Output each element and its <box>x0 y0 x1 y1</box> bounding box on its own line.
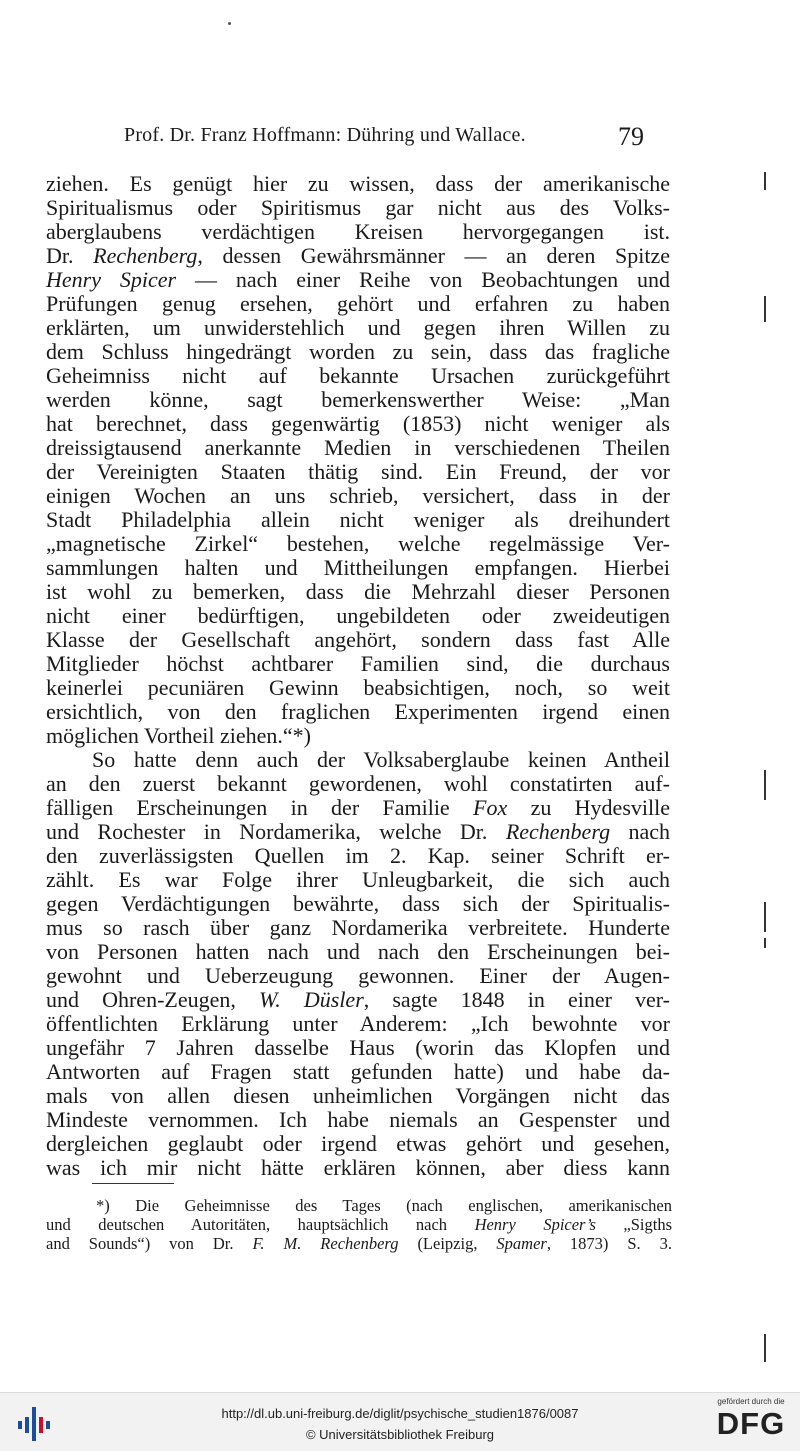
italic-name: Rechenberg <box>505 819 611 844</box>
text-line: Henry Spicer — nach einer Reihe von Beobachtungen und <box>46 267 670 292</box>
footnote-rule <box>92 1183 174 1184</box>
footnote-line: *) Die Geheimnisse des Tages (nach englischen, amerikanischen <box>96 1196 672 1215</box>
main-text <box>46 172 670 1180</box>
text-line: und Rochester in Nordamerika, welche Dr. Rechenberg nach <box>46 819 671 844</box>
text-line: der Vereinigten Staaten thätig sind. Ein Freund, der vor <box>46 459 670 484</box>
text-line: und Ohren-Zeugen, W. Düsler, sagte 1848 in einer ver- <box>46 987 670 1012</box>
text-line: dem Schluss hingedrängt worden zu sein, dass das fragliche <box>46 339 670 364</box>
funding-note: gefördert durch die <box>717 1397 785 1406</box>
text-line: einigen Wochen an uns schrieb, versichert, dass in der <box>46 483 670 508</box>
text-line: Mindeste vernommen. Ich habe niemals an Gespenster und <box>46 1107 670 1132</box>
text-line: an den zuerst bekannt gewordenen, wohl constatirten auf- <box>46 771 670 796</box>
text-line: So hatte denn auch der Volksaberglaube keinen Antheil <box>92 747 670 772</box>
text-line: ungefähr 7 Jahren dasselbe Haus (worin das Klopfen und <box>46 1035 670 1060</box>
text-line: was ich mir nicht hätte erklären können, aber diess kann <box>46 1155 670 1180</box>
margin-mark <box>764 296 766 322</box>
scan-speck <box>228 22 231 25</box>
text-line: sammlungen halten und Mittheilungen empfangen. Hierbei <box>46 555 670 580</box>
text-line: ist wohl zu bemerken, dass die Mehrzahl dieser Personen <box>46 579 670 604</box>
text-line: gewohnt und Ueberzeugung gewonnen. Einer der Augen- <box>46 963 670 988</box>
permalink-url[interactable]: http://dl.ub.uni-freiburg.de/diglit/psychische_studien1876/0087 <box>221 1406 579 1421</box>
text-line: zählt. Es war Folge ihrer Unleugbarkeit, die sich auch <box>46 867 670 892</box>
text-line: dreissigtausend anerkannte Medien in verschiedenen Theilen <box>46 435 670 460</box>
footnote-line: and Sounds“) von Dr. F. M. Rechenberg (Leipzig, Spamer, 1873) S. 3. <box>46 1234 673 1253</box>
page-number: 79 <box>618 122 644 151</box>
footnote <box>46 1196 672 1253</box>
text-line: aberglaubens verdächtigen Kreisen hervorgegangen ist. <box>46 219 670 244</box>
margin-mark <box>764 172 766 190</box>
text-line: den zuverlässigsten Quellen im 2. Kap. seiner Schrift er- <box>46 843 670 868</box>
text-line: nicht einer bedürftigen, ungebildeten oder zweideutigen <box>46 603 670 628</box>
italic-name: Spamer <box>496 1234 547 1253</box>
copyright-notice: © Universitätsbibliothek Freiburg <box>305 1427 495 1442</box>
text-line: Spiritualismus oder Spiritismus gar nicht aus des Volks- <box>46 195 670 220</box>
text-line: mus so rasch über ganz Nordamerika verbreitete. Hunderte <box>46 915 670 940</box>
italic-name: Fox <box>473 795 508 820</box>
text-line: gegen Verdächtigungen bewährte, dass sich der Spiritualis- <box>46 891 670 916</box>
dfg-wordmark: DFG <box>716 1406 786 1441</box>
text-line: Mitglieder höchst achtbarer Familien sind, die durchaus <box>46 651 670 676</box>
text-line: Stadt Philadelphia allein nicht weniger als dreihundert <box>46 507 670 532</box>
italic-name: Rechenberg <box>93 243 198 268</box>
italic-name: Henry Spicer’s <box>474 1215 596 1234</box>
margin-mark <box>764 1334 766 1362</box>
italic-name: F. M. Rechenberg <box>252 1234 399 1253</box>
footer-bar <box>0 1392 800 1451</box>
text-line: Klasse der Gesellschaft angehört, sondern dass fast Alle <box>46 627 670 652</box>
text-line: ersichtlich, von den fraglichen Experimenten irgend einen <box>46 699 670 724</box>
text-line: Dr. Rechenberg, dessen Gewährsmänner — an deren Spitze <box>46 243 671 268</box>
footnote-line: und deutschen Autoritäten, hauptsächlich nach Henry Spicer’s „Sigths <box>46 1215 672 1234</box>
italic-name: Henry Spicer <box>46 267 177 292</box>
text-line: Antworten auf Fragen statt gefunden hatte) und habe da- <box>46 1059 670 1084</box>
text-line: Geheimniss nicht auf bekannte Ursachen zurückgeführt <box>46 363 670 388</box>
text-line: öffentlichten Erklärung unter Anderem: „Ich bewohnte vor <box>46 1011 670 1036</box>
text-line: mals von allen diesen unheimlichen Vorgängen nicht das <box>46 1083 670 1108</box>
text-line: hat berechnet, dass gegenwärtig (1853) nicht weniger als <box>46 411 670 436</box>
text-line: „magnetische Zirkel“ bestehen, welche regelmässige Ver- <box>46 531 670 556</box>
margin-mark <box>764 902 766 932</box>
text-line: keinerlei pecuniären Gewinn beabsichtigen, noch, so weit <box>46 675 670 700</box>
margin-mark <box>764 770 766 800</box>
text-line: dergleichen geglaubt oder irgend etwas gehört und gesehen, <box>46 1131 670 1156</box>
margin-mark <box>764 938 766 948</box>
text-line: möglichen Vortheil ziehen.“*) <box>46 723 311 748</box>
dfg-logo-icon <box>706 1397 796 1447</box>
text-line: fälligen Erscheinungen in der Familie Fox zu Hydesville <box>46 795 670 820</box>
text-line: werden könne, sagt bemerkenswerther Weise: „Man <box>46 387 670 412</box>
text-line: erklärten, um unwiderstehlich und gegen ihren Willen zu <box>46 315 670 340</box>
text-line: von Personen hatten nach und nach den Erscheinungen bei- <box>46 939 670 964</box>
text-line: Prüfungen genug ersehen, gehört und erfahren zu haben <box>46 291 670 316</box>
running-head <box>0 124 800 154</box>
text-line: ziehen. Es genügt hier zu wissen, dass der amerikanische <box>46 171 670 196</box>
running-head-title: Prof. Dr. Franz Hoffmann: Dühring und Wallace. <box>124 124 526 146</box>
italic-name: W. Düsler <box>258 987 364 1012</box>
